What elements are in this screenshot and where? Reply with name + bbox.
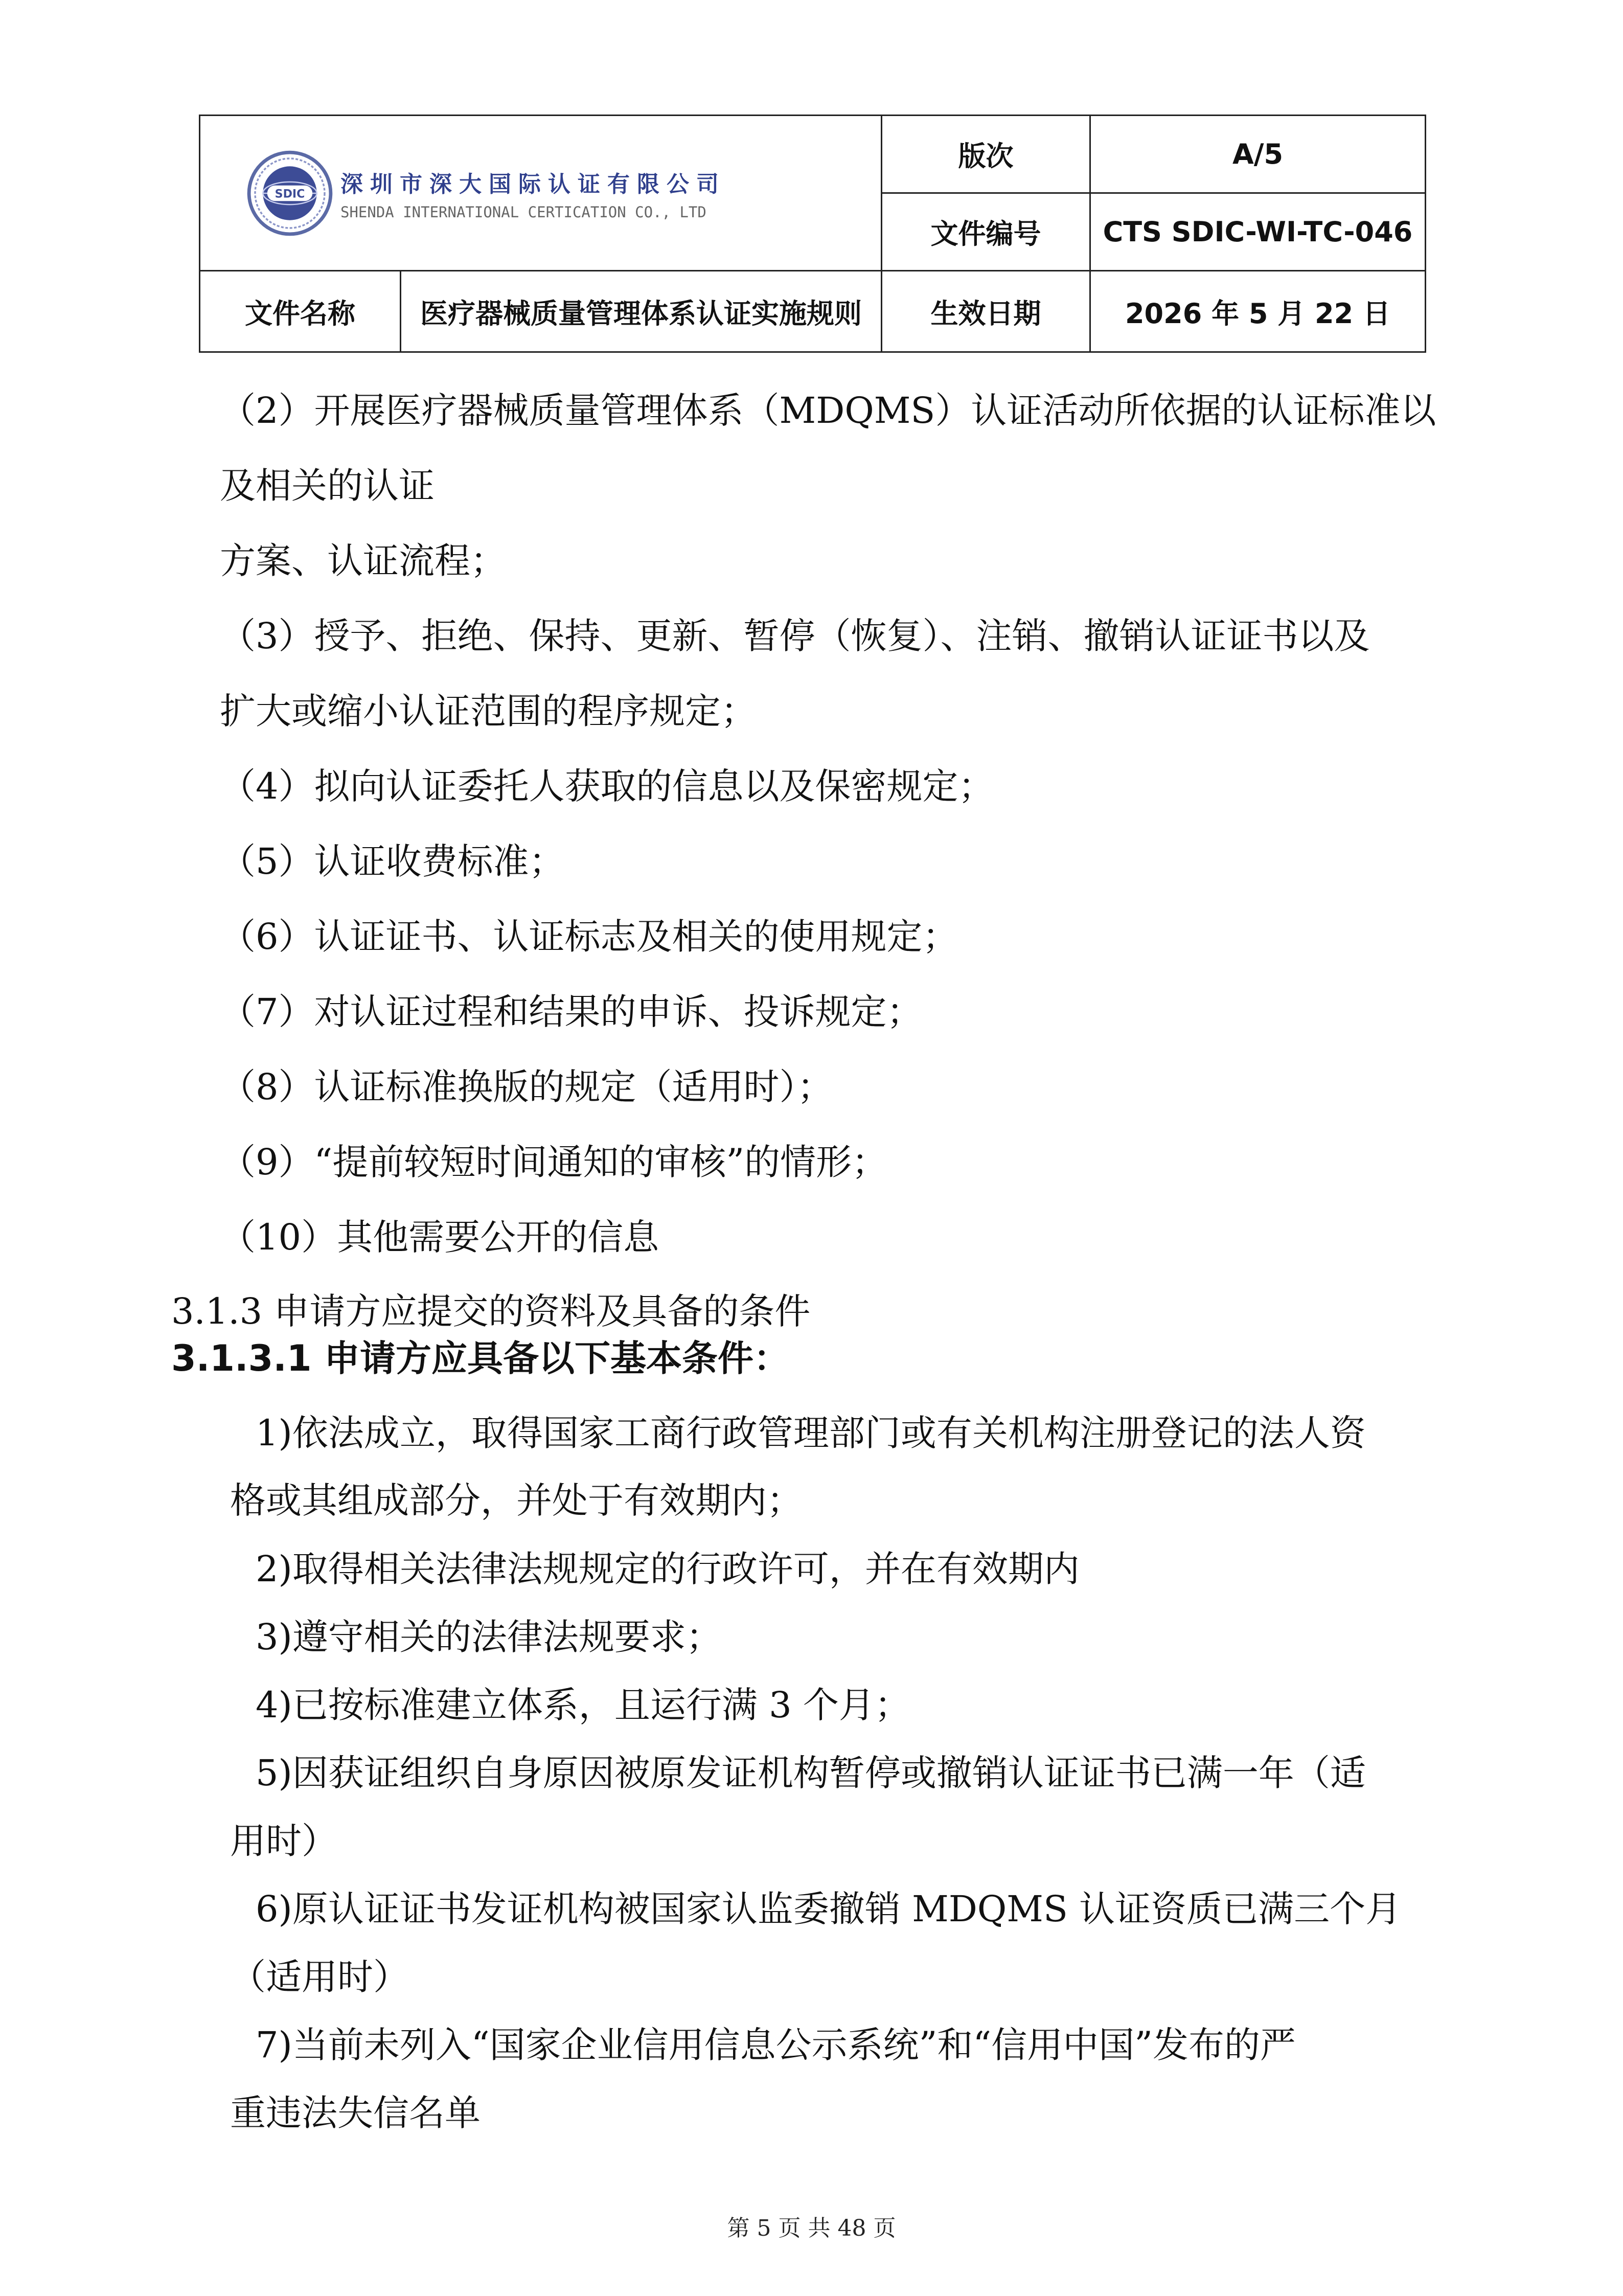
effective-value: 2026 年 5 月 22 日 [1090, 271, 1426, 352]
text-line: （8）认证标准换版的规定（适用时）； [220, 1066, 833, 1108]
subsection-heading: 3.1.3.1 申请方应具备以下基本条件： [171, 1337, 789, 1379]
docname-label: 文件名称 [200, 271, 401, 352]
page-number: 第 5 页 共 48 页 [727, 2215, 896, 2241]
text-line: （6）认证证书、认证标志及相关的使用规定； [220, 916, 958, 958]
company-logo-cell [200, 116, 882, 271]
company-name-cn: 深圳市深大国际认证有限公司 [340, 171, 726, 197]
text-line: 7)当前未列入“国家企业信用信息公示系统”和“信用中国”发布的严 [256, 2024, 1296, 2066]
edition-label: 版次 [882, 116, 1090, 193]
text-line: 2)取得相关法律法规规定的行政许可，并在有效期内 [256, 1548, 1080, 1590]
docno-label: 文件编号 [882, 193, 1090, 271]
docno-value: CTS SDIC-WI-TC-046 [1090, 193, 1426, 271]
effective-label: 生效日期 [882, 271, 1090, 352]
text-line: 格或其组成部分，并处于有效期内； [230, 1480, 803, 1521]
text-line: 3)遵守相关的法律法规要求； [256, 1616, 722, 1658]
document-header-table [199, 115, 1426, 353]
seal-logo-text: SDIC [275, 187, 305, 200]
text-line: （9）“提前较短时间通知的审核”的情形； [220, 1141, 888, 1183]
edition-value: A/5 [1090, 116, 1426, 193]
text-line: 方案、认证流程； [220, 540, 506, 582]
text-line: 扩大或缩小认证范围的程序规定； [220, 690, 757, 732]
text-line: （2）开展医疗器械质量管理体系（MDQMS）认证活动所依据的认证标准以 [220, 390, 1436, 431]
company-name-en: SHENDA INTERNATIONAL CERTICATION CO., LTD [340, 203, 706, 221]
section-heading: 3.1.3 申请方应提交的资料及具备的条件 [171, 1290, 811, 1332]
text-line: 用时） [230, 1820, 337, 1862]
text-line: （4）拟向认证委托人获取的信息以及保密规定； [220, 765, 994, 807]
text-line: 重违法失信名单 [230, 2092, 481, 2134]
docname-value: 医疗器械质量管理体系认证实施规则 [401, 271, 882, 352]
text-line: 及相关的认证 [220, 465, 435, 507]
text-line: （10）其他需要公开的信息 [220, 1216, 659, 1258]
text-line: （7）对认证过程和结果的申诉、投诉规定； [220, 991, 923, 1033]
text-line: （3）授予、拒绝、保持、更新、暂停（恢复）、注销、撤销认证证书以及 [220, 615, 1370, 657]
text-line: 1)依法成立，取得国家工商行政管理部门或有关机构注册登记的法人资 [256, 1412, 1366, 1454]
text-line: （适用时） [230, 1956, 409, 1998]
text-line: 5)因获证组织自身原因被原发证机构暂停或撤销认证证书已满一年（适 [256, 1752, 1366, 1794]
text-line: （5）认证收费标准； [220, 840, 565, 882]
text-line: 4)已按标准建立体系，且运行满 3 个月； [256, 1684, 910, 1726]
text-line: 6)原认证证书发证机构被国家认监委撤销 MDQMS 认证资质已满三个月 [256, 1888, 1402, 1930]
company-seal-icon [246, 150, 333, 237]
